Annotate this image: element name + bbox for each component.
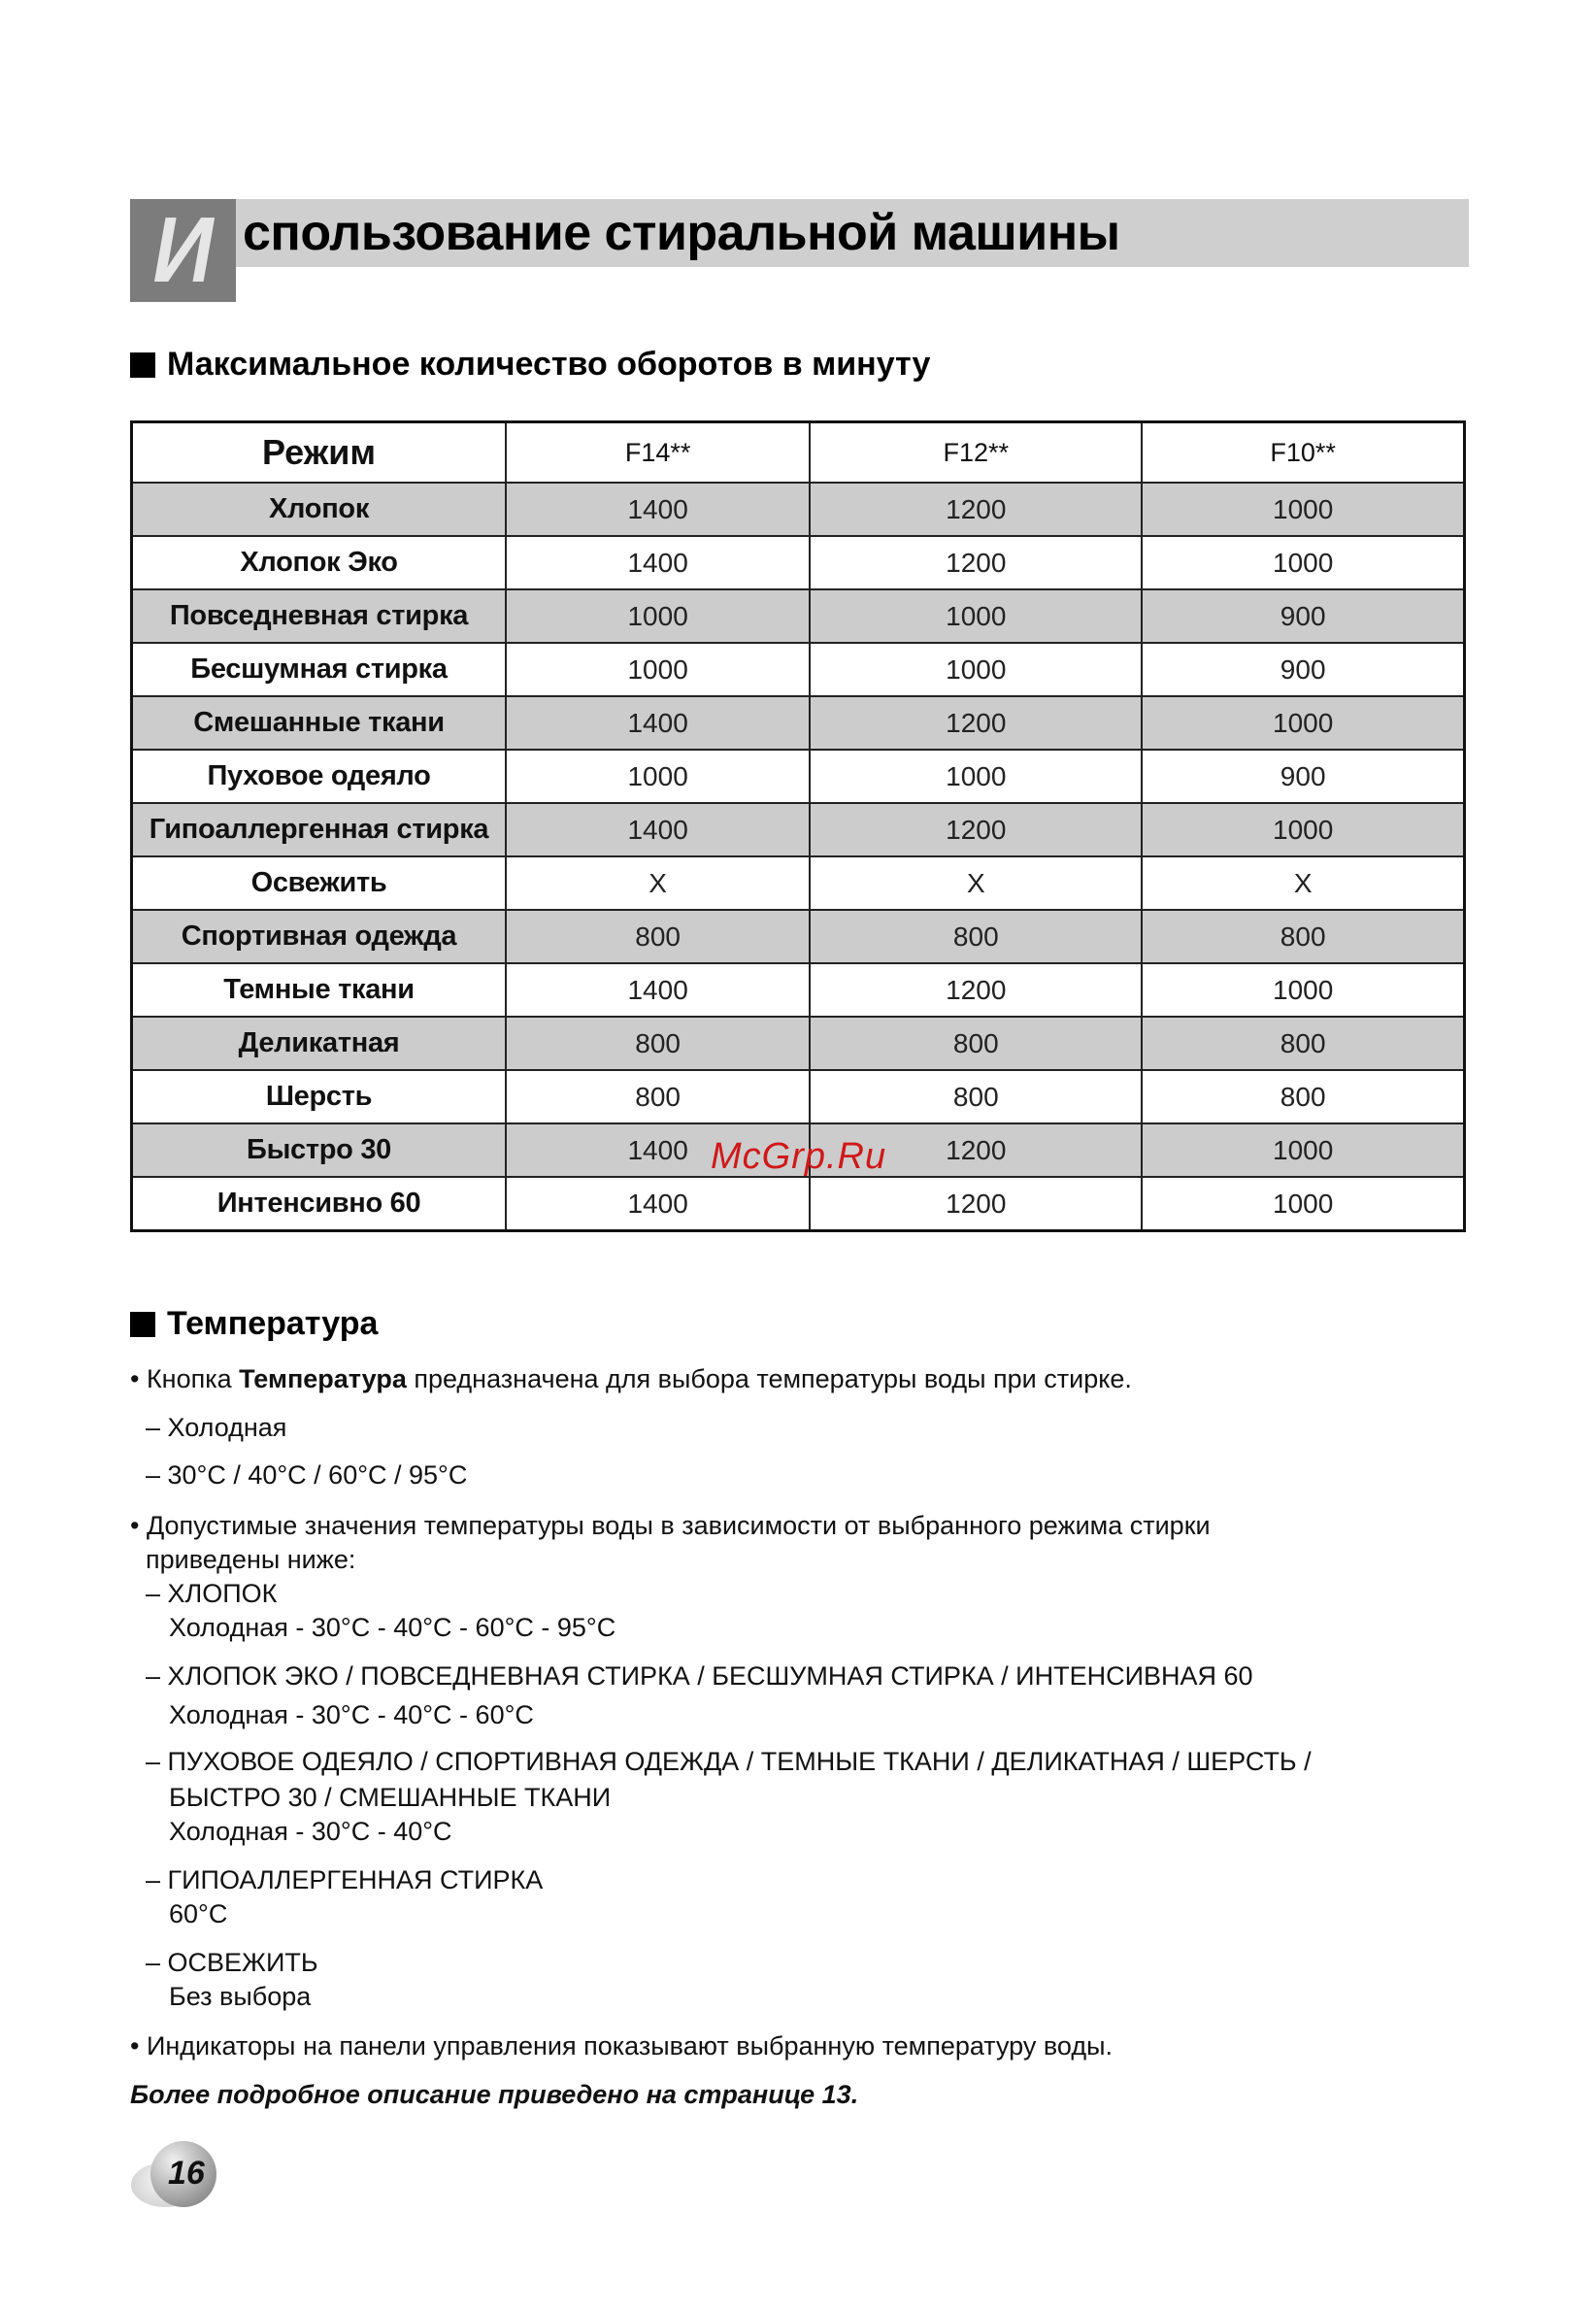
mode-cell: Быстро 30 — [132, 1123, 507, 1177]
title-initial-box — [130, 199, 236, 302]
f14-cell: 800 — [506, 1070, 810, 1123]
mode-cell: Хлопок Эко — [132, 536, 507, 589]
table-row — [132, 643, 1465, 696]
table-row — [132, 589, 1465, 643]
f12-cell: 1000 — [810, 589, 1142, 643]
f14-cell: 1000 — [506, 643, 810, 696]
table-header-row — [132, 422, 1465, 484]
group-eco-temps: Холодная - 30°C - 40°C - 60°C — [169, 1700, 534, 1729]
page-number: 16 — [168, 2155, 205, 2192]
bullet1-bold: Температура — [239, 1364, 407, 1393]
bullet1-suffix: предназначена для выбора температуры воды при стирке. — [406, 1364, 1132, 1393]
f14-cell: 1400 — [506, 696, 810, 750]
f10-cell: 900 — [1142, 589, 1464, 643]
section-heading-rpm — [130, 346, 930, 384]
group-down-temps: Холодная - 30°C - 40°C — [169, 1817, 452, 1846]
f10-cell: 1000 — [1142, 803, 1464, 856]
f14-cell: 1000 — [506, 589, 810, 643]
f12-cell: 1200 — [810, 483, 1142, 536]
f10-cell: 1000 — [1142, 483, 1464, 536]
section-heading-rpm-text: Максимальное количество оборотов в минуту — [167, 346, 931, 383]
f12-cell: 1000 — [810, 643, 1142, 696]
reference-note: Более подробное описание приведено на странице 13. — [130, 2080, 859, 2109]
column-header-f12: F12** — [810, 422, 1142, 484]
mode-cell: Темные ткани — [132, 963, 507, 1017]
table-row — [132, 1070, 1465, 1123]
f14-cell: 1400 — [506, 536, 810, 589]
group-eco-modes: – ХЛОПОК ЭКО / ПОВСЕДНЕВНАЯ СТИРКА / БЕСШУМНАЯ СТИРКА / ИНТЕНСИВНАЯ 60 — [146, 1661, 1253, 1691]
table-row — [132, 483, 1465, 536]
square-bullet-icon — [130, 352, 155, 378]
f10-cell: 1000 — [1142, 696, 1464, 750]
f10-cell: 1000 — [1142, 963, 1464, 1017]
f10-cell: 800 — [1142, 1070, 1464, 1123]
mode-cell: Пуховое одеяло — [132, 750, 507, 803]
column-header-mode: Режим — [132, 422, 507, 484]
table-row — [132, 963, 1465, 1017]
table-row — [132, 536, 1465, 589]
f12-cell: X — [810, 856, 1142, 910]
f12-cell: 1200 — [810, 803, 1142, 856]
table-row — [132, 1177, 1465, 1231]
mode-cell: Бесшумная стирка — [132, 643, 507, 696]
f10-cell: 800 — [1142, 910, 1464, 963]
f14-cell: 800 — [506, 1017, 810, 1070]
mode-cell: Спортивная одежда — [132, 910, 507, 963]
mode-cell: Гипоаллергенная стирка — [132, 803, 507, 856]
option-cold: – Холодная — [146, 1413, 287, 1442]
rpm-table — [130, 420, 1466, 1232]
f10-cell: 900 — [1142, 750, 1464, 803]
f12-cell: 1200 — [810, 696, 1142, 750]
mode-cell: Интенсивно 60 — [132, 1177, 507, 1231]
f10-cell: 900 — [1142, 643, 1464, 696]
section-heading-temperature-text: Температура — [167, 1305, 379, 1342]
mode-cell: Смешанные ткани — [132, 696, 507, 750]
page-number-badge — [131, 2141, 243, 2209]
group-down-modes-line2: БЫСТРО 30 / СМЕШАННЫЕ ТКАНИ — [169, 1783, 612, 1812]
f12-cell: 800 — [810, 1017, 1142, 1070]
f12-cell: 1200 — [810, 1177, 1142, 1231]
group-cotton-temps: Холодная - 30°C - 40°C - 60°C - 95°C — [169, 1613, 616, 1642]
f14-cell: X — [506, 856, 810, 910]
bullet-indicators: • Индикаторы на панели управления показывают выбранную температуру воды. — [130, 2031, 1113, 2061]
group-refresh-temps: Без выбора — [169, 1982, 312, 2011]
f10-cell: 1000 — [1142, 1123, 1464, 1177]
group-down-modes-line1: – ПУХОВОЕ ОДЕЯЛО / СПОРТИВНАЯ ОДЕЖДА / ТЕМНЫЕ ТКАНИ / ДЕЛИКАТНАЯ / ШЕРСТЬ / — [146, 1747, 1312, 1776]
table-row — [132, 803, 1465, 856]
column-header-f10: F10** — [1142, 422, 1464, 484]
mode-cell: Освежить — [132, 856, 507, 910]
group-cotton-modes: – ХЛОПОК — [146, 1579, 278, 1608]
group-refresh-modes: – ОСВЕЖИТЬ — [146, 1948, 318, 1977]
f14-cell: 1400 — [506, 1177, 810, 1231]
group-hypo-temps: 60°C — [169, 1899, 228, 1928]
title-initial: И — [152, 198, 214, 302]
f12-cell: 800 — [810, 1070, 1142, 1123]
bullet-temperature-button — [130, 1362, 1132, 1395]
mode-cell: Деликатная — [132, 1017, 507, 1070]
table-row — [132, 696, 1465, 750]
page-title: спользование стиральной машины — [243, 205, 1120, 261]
section-heading-temperature — [130, 1305, 378, 1343]
mode-cell: Хлопок — [132, 483, 507, 536]
f14-cell: 1400 — [506, 803, 810, 856]
f10-cell: 800 — [1142, 1017, 1464, 1070]
f12-cell: 800 — [810, 910, 1142, 963]
column-header-f14: F14** — [506, 422, 810, 484]
bullet-allowed-line2: приведены ниже: — [146, 1545, 356, 1574]
f14-cell: 1400 — [506, 1123, 810, 1177]
f12-cell: 1000 — [810, 750, 1142, 803]
f14-cell: 800 — [506, 910, 810, 963]
bullet-allowed-line1: • Допустимые значения температуры воды в зависимости от выбранного режима стирки — [130, 1511, 1211, 1540]
table-row — [132, 910, 1465, 963]
f12-cell: 1200 — [810, 536, 1142, 589]
table-row — [132, 1017, 1465, 1070]
watermark: McGrp.Ru — [711, 1136, 887, 1177]
f12-cell: 1200 — [810, 1123, 1142, 1177]
option-temperatures: – 30°C / 40°C / 60°C / 95°C — [146, 1460, 468, 1490]
group-hypo-modes: – ГИПОАЛЛЕРГЕННАЯ СТИРКА — [146, 1865, 544, 1894]
f10-cell: 1000 — [1142, 1177, 1464, 1231]
f10-cell: 1000 — [1142, 536, 1464, 589]
f14-cell: 1400 — [506, 483, 810, 536]
bullet1-prefix: • Кнопка — [130, 1364, 240, 1393]
square-bullet-icon — [130, 1312, 155, 1337]
f14-cell: 1000 — [506, 750, 810, 803]
f14-cell: 1400 — [506, 963, 810, 1017]
f12-cell: 1200 — [810, 963, 1142, 1017]
mode-cell: Повседневная стирка — [132, 589, 507, 643]
table-row — [132, 856, 1465, 910]
table-row — [132, 750, 1465, 803]
f10-cell: X — [1142, 856, 1464, 910]
mode-cell: Шерсть — [132, 1070, 507, 1123]
